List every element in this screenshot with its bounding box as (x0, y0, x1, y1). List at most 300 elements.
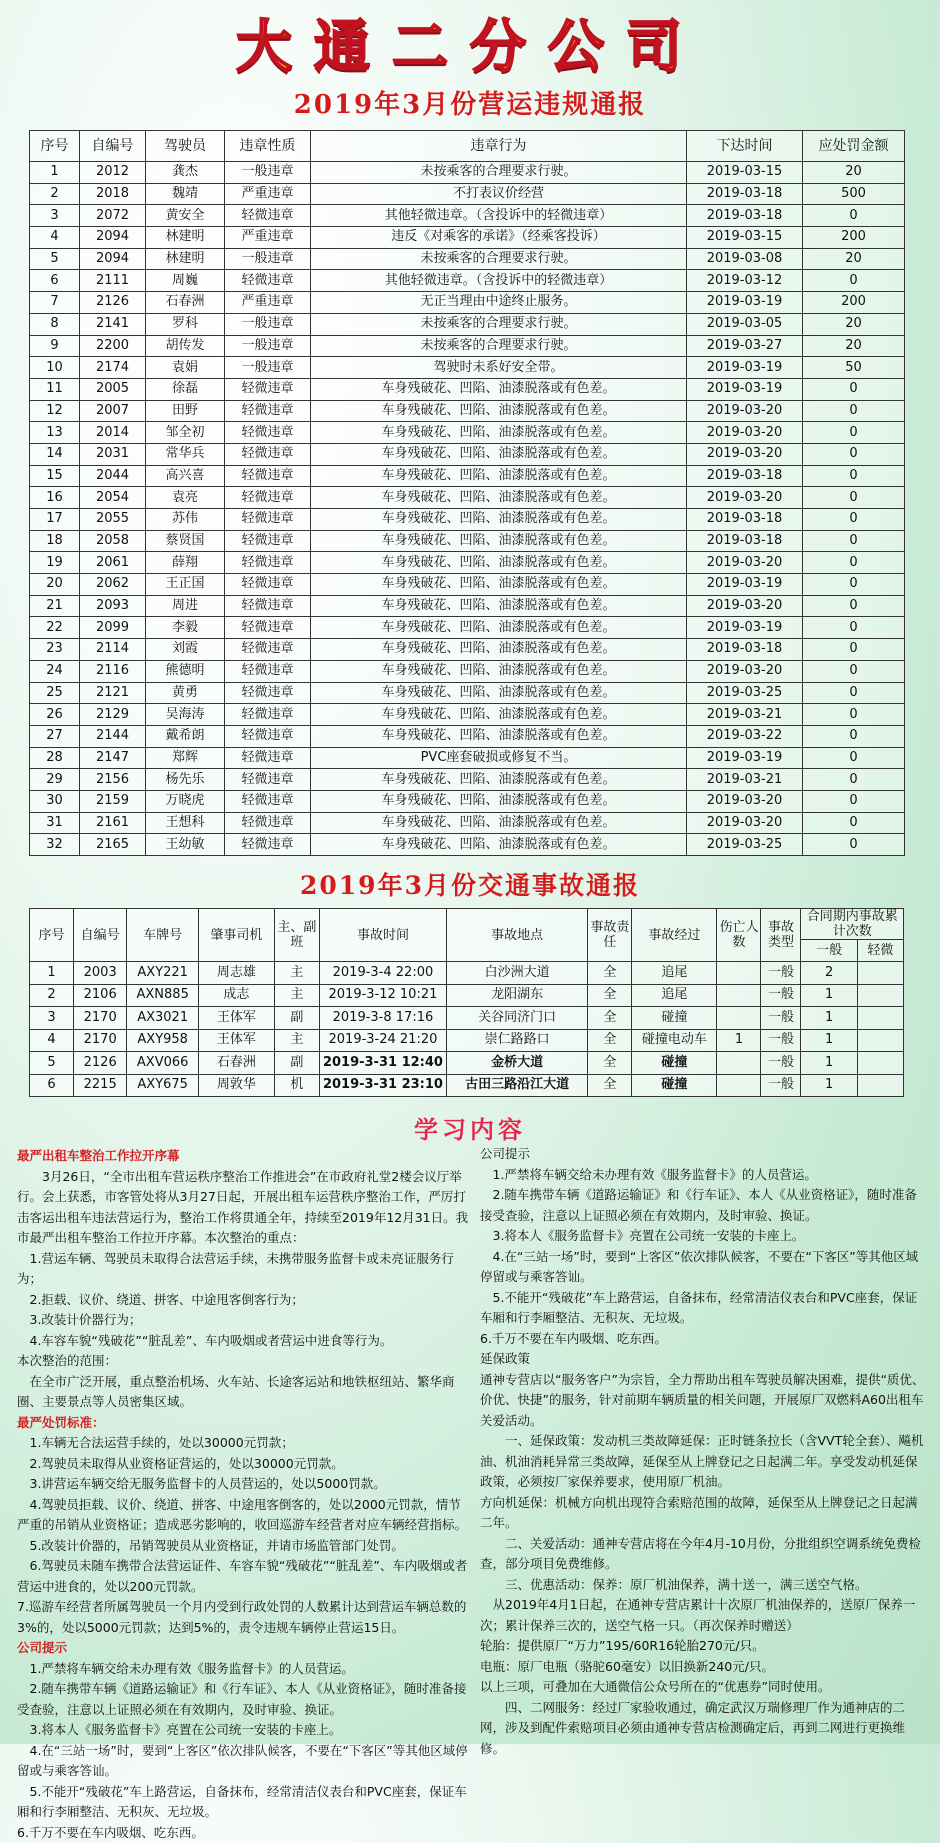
col-subheader: 一般 (801, 940, 857, 962)
table-cell: 林建明 (146, 248, 225, 270)
col-header: 肇事司机 (199, 909, 275, 962)
table-cell: 2062 (80, 574, 146, 596)
table-cell: 2200 (80, 335, 146, 357)
table-cell: 2019-03-20 (687, 552, 803, 574)
table-cell: 10 (30, 357, 80, 379)
table-cell: 全 (588, 1007, 632, 1030)
table-cell: 25 (30, 682, 80, 704)
table-cell: 熊德明 (146, 660, 225, 682)
table-cell: 邹全初 (146, 422, 225, 444)
table-cell: 未按乘客的合理要求行驶。 (311, 313, 687, 335)
table-cell: 2019-03-19 (687, 378, 803, 400)
col-header: 伤亡人数 (717, 909, 761, 962)
table-cell: 2019-3-8 17:16 (319, 1007, 446, 1030)
table-cell: 2019-03-08 (687, 248, 803, 270)
table-cell: 2019-03-15 (687, 227, 803, 249)
paragraph: 1.严禁将车辆交给未办理有效《服务监督卡》的人员营运。 (17, 1659, 469, 1680)
table-cell: 轻微违章 (225, 725, 311, 747)
table-cell: 车身残破花、凹陷、油漆脱落或有色差。 (311, 595, 687, 617)
table-cell: 3 (30, 1007, 74, 1030)
col-header: 主、副班 (274, 909, 319, 962)
table-cell: 主 (274, 962, 319, 985)
table-cell: 车身残破花、凹陷、油漆脱落或有色差。 (311, 530, 687, 552)
paragraph: 通神专营店以“服务客户”为宗旨，全力帮助出租车驾驶员解决困难，提供“质优、价优、快捷”的服务，针对前期车辆质量的相关问题，开展原厂双燃料A60出租车关爱活动。 (480, 1370, 926, 1432)
table-cell: 李毅 (146, 617, 225, 639)
table-cell: 车身残破花、凹陷、油漆脱落或有色差。 (311, 790, 687, 812)
table-cell: 2044 (80, 465, 146, 487)
table-cell: 魏靖 (146, 183, 225, 205)
table-cell: 崇仁路路口 (446, 1029, 587, 1052)
table-row (30, 465, 905, 487)
table-cell: 0 (803, 422, 905, 444)
table-cell: 2019-03-15 (687, 162, 803, 184)
table-cell: 碰撞 (632, 1074, 717, 1097)
table-cell: 石春洲 (199, 1052, 275, 1075)
table-cell: 严重违章 (225, 227, 311, 249)
table-row (30, 769, 905, 791)
table-cell: 2061 (80, 552, 146, 574)
table-row (30, 443, 905, 465)
table-cell: 追尾 (632, 984, 717, 1007)
table-cell: 1 (801, 984, 857, 1007)
table-cell: 轻微违章 (225, 574, 311, 596)
paragraph: 轮胎：提供原厂“万力”195/60R16轮胎270元/只。 (480, 1636, 926, 1657)
table-cell: 1 (30, 162, 80, 184)
table-cell: 0 (803, 487, 905, 509)
paragraph: 一、延保政策：发动机三类故障延保：正时链条拉长（含VVT轮全套）、飚机油、机油消耗异常三类故障，延保至从上牌登记之日起满二年。享受发动机延保政策，必须按厂家保养要求，使用原厂机油。 (480, 1431, 926, 1493)
table-cell: 其他轻微违章。（含投诉中的轻微违章） (311, 205, 687, 227)
col-header: 事故地点 (446, 909, 587, 962)
table-cell: 车身残破花、凹陷、油漆脱落或有色差。 (311, 812, 687, 834)
table-cell: 2129 (80, 704, 146, 726)
table-cell: 2019-03-20 (687, 812, 803, 834)
table-cell: 车身残破花、凹陷、油漆脱落或有色差。 (311, 682, 687, 704)
table-cell: 车身残破花、凹陷、油漆脱落或有色差。 (311, 487, 687, 509)
table-cell (857, 984, 903, 1007)
table-cell: 20 (803, 335, 905, 357)
table-cell: 一般违章 (225, 357, 311, 379)
col-header: 事故时间 (319, 909, 446, 962)
table-cell: 2161 (80, 812, 146, 834)
table-cell: 车身残破花、凹陷、油漆脱落或有色差。 (311, 725, 687, 747)
table-cell: 王体军 (199, 1029, 275, 1052)
table-cell: 4 (30, 227, 80, 249)
table-cell: 刘霞 (146, 639, 225, 661)
table-cell: 2 (801, 962, 857, 985)
paragraph: 1.营运车辆、驾驶员未取得合法营运手续，未携带服务监督卡或未亮证服务行为； (17, 1249, 469, 1290)
table-cell (717, 962, 761, 985)
table-cell: 2215 (74, 1074, 127, 1097)
table-cell: 车身残破花、凹陷、油漆脱落或有色差。 (311, 465, 687, 487)
table-cell: 轻微违章 (225, 812, 311, 834)
table-row (30, 487, 905, 509)
table-cell: 轻微违章 (225, 704, 311, 726)
table-cell: 碰撞 (632, 1007, 717, 1030)
table-cell: 20 (803, 248, 905, 270)
table-cell: 12 (30, 400, 80, 422)
table-cell: 20 (803, 313, 905, 335)
table-cell: 6 (30, 270, 80, 292)
paragraph: 3.改装计价器行为； (17, 1310, 469, 1331)
accident-report-title: 2019年3月份交通事故通报 (0, 866, 940, 902)
table-cell: 周敦华 (199, 1074, 275, 1097)
table-cell (857, 1052, 903, 1075)
paragraph: 5.改装计价器的，吊销驾驶员从业资格证，并请市场监管部门处罚。 (17, 1536, 469, 1557)
table-cell: 2019-03-19 (687, 617, 803, 639)
table-cell: 不打表议价经营 (311, 183, 687, 205)
table-row (30, 595, 905, 617)
table-cell: 2116 (80, 660, 146, 682)
table-cell: 王体军 (199, 1007, 275, 1030)
paragraph: 3.将本人《服务监督卡》亮置在公司统一安装的卡座上。 (17, 1720, 469, 1741)
table-cell: 2019-03-18 (687, 205, 803, 227)
table-cell: 徐磊 (146, 378, 225, 400)
table-cell: 0 (803, 747, 905, 769)
table-cell: 2031 (80, 443, 146, 465)
table-row (30, 292, 905, 314)
table-cell: 机 (274, 1074, 319, 1097)
table-cell: 车身残破花、凹陷、油漆脱落或有色差。 (311, 704, 687, 726)
table-cell: 2018 (80, 183, 146, 205)
table-cell: 吴海涛 (146, 704, 225, 726)
table-cell: 轻微违章 (225, 487, 311, 509)
table-cell: 0 (803, 378, 905, 400)
table-cell: 0 (803, 595, 905, 617)
table-cell: 轻微违章 (225, 769, 311, 791)
table-row (30, 357, 905, 379)
paragraph: 4.在“三站一场”时，要到“上客区”依次排队候客，不要在“下客区”等其他区域停留或与乘客答讪。 (480, 1247, 926, 1288)
table-cell: 200 (803, 292, 905, 314)
study-left-column (17, 1146, 469, 1843)
table-cell: 19 (30, 552, 80, 574)
table-cell: 8 (30, 313, 80, 335)
paragraph: 3.讲营运车辆交给无服务监督卡的人员营运的，处以5000罚款。 (17, 1474, 469, 1495)
table-cell: 2174 (80, 357, 146, 379)
col-header: 应处罚金额 (803, 131, 905, 162)
table-cell: 2019-03-21 (687, 769, 803, 791)
table-cell: 18 (30, 530, 80, 552)
col-header: 自编号 (80, 131, 146, 162)
table-cell: 2094 (80, 248, 146, 270)
table-cell: 14 (30, 443, 80, 465)
table-cell: 200 (803, 227, 905, 249)
table-cell: 轻微违章 (225, 639, 311, 661)
table-cell: 2019-03-18 (687, 183, 803, 205)
table-cell: 13 (30, 422, 80, 444)
paragraph: 2.随车携带车辆《道路运输证》和《行车证》、本人《从业资格证》，随时准备接受查验，注意以上证照必须在有效期内，及时审验、换证。 (17, 1679, 469, 1720)
table-cell: 30 (30, 790, 80, 812)
table-cell: 2147 (80, 747, 146, 769)
table-cell: 驾驶时未系好安全带。 (311, 357, 687, 379)
table-cell: 蔡贤国 (146, 530, 225, 552)
study-content-title: 学习内容 (0, 1110, 940, 1145)
table-cell: 周进 (146, 595, 225, 617)
col-header: 自编号 (74, 909, 127, 962)
table-cell: 1 (30, 962, 74, 985)
table-cell: 2019-03-20 (687, 595, 803, 617)
table-cell: 0 (803, 660, 905, 682)
table-cell: 2019-03-18 (687, 530, 803, 552)
table-cell: 金桥大道 (446, 1052, 587, 1075)
table-cell: 碰撞电动车 (632, 1029, 717, 1052)
table-cell: 王幼敏 (146, 834, 225, 856)
table-cell: 2019-03-19 (687, 357, 803, 379)
table-cell: AXY958 (127, 1029, 199, 1052)
table-cell: 万晓虎 (146, 790, 225, 812)
table-cell: 2019-3-12 10:21 (319, 984, 446, 1007)
table-cell (717, 1007, 761, 1030)
table-cell (717, 984, 761, 1007)
table-cell: 其他轻微违章。（含投诉中的轻微违章） (311, 270, 687, 292)
table-cell: 15 (30, 465, 80, 487)
col-header: 下达时间 (687, 131, 803, 162)
table-row (30, 183, 905, 205)
table-row (30, 335, 905, 357)
table-row (30, 704, 905, 726)
col-header: 违章行为 (311, 131, 687, 162)
table-cell: 11 (30, 378, 80, 400)
table-cell: 车身残破花、凹陷、油漆脱落或有色差。 (311, 617, 687, 639)
paragraph: 最严出租车整治工作拉开序幕 (17, 1146, 469, 1167)
table-cell: 轻微违章 (225, 509, 311, 531)
table-cell: 杨先乐 (146, 769, 225, 791)
table-cell: 2019-03-20 (687, 487, 803, 509)
table-cell (717, 1052, 761, 1075)
table-cell: 0 (803, 270, 905, 292)
table-cell: 薛翔 (146, 552, 225, 574)
table-cell: 2019-03-05 (687, 313, 803, 335)
table-cell: 2014 (80, 422, 146, 444)
paragraph: 2.驾驶员未取得从业资格证营运的，处以30000元罚款。 (17, 1454, 469, 1475)
table-cell: 2126 (80, 292, 146, 314)
paragraph: 4.车容车貌“残破花”“脏乱差”、车内吸烟或者营运中进食等行为。 (17, 1331, 469, 1352)
table-cell: 轻微违章 (225, 682, 311, 704)
table-cell: 古田三路沿江大道 (446, 1074, 587, 1097)
table-cell: 轻微违章 (225, 422, 311, 444)
table-cell: PVC座套破损或修复不当。 (311, 747, 687, 769)
table-cell: 23 (30, 639, 80, 661)
table-cell: 全 (588, 962, 632, 985)
table-cell: 全 (588, 1052, 632, 1075)
table-cell: 未按乘客的合理要求行驶。 (311, 162, 687, 184)
table-cell: 袁亮 (146, 487, 225, 509)
table-cell: 7 (30, 292, 80, 314)
paragraph: 5.不能开“残破花”车上路营运，自备抹布，经常清洁仪表台和PVC座套，保证车厢和行李厢整洁、无积灰、无垃圾。 (17, 1782, 469, 1823)
table-cell: 林建明 (146, 227, 225, 249)
table-cell: 2019-03-25 (687, 682, 803, 704)
table-row (30, 509, 905, 531)
table-cell: 0 (803, 617, 905, 639)
table-cell: 500 (803, 183, 905, 205)
table-cell: 车身残破花、凹陷、油漆脱落或有色差。 (311, 422, 687, 444)
table-cell: 全 (588, 1029, 632, 1052)
table-cell: 追尾 (632, 962, 717, 985)
table-cell: 车身残破花、凹陷、油漆脱落或有色差。 (311, 639, 687, 661)
paragraph: 本次整治的范围： (17, 1351, 469, 1372)
table-cell: 王正国 (146, 574, 225, 596)
table-cell: 2007 (80, 400, 146, 422)
table-cell: 一般违章 (225, 313, 311, 335)
table-cell: 龙阳湖东 (446, 984, 587, 1007)
paragraph: 延保政策 (480, 1349, 926, 1370)
table-cell: 2099 (80, 617, 146, 639)
table-cell: 一般违章 (225, 162, 311, 184)
table-cell: 车身残破花、凹陷、油漆脱落或有色差。 (311, 509, 687, 531)
paragraph: 3.将本人《服务监督卡》亮置在公司统一安装的卡座上。 (480, 1226, 926, 1247)
table-cell: 成志 (199, 984, 275, 1007)
table-cell: 常华兵 (146, 443, 225, 465)
table-cell: 石春洲 (146, 292, 225, 314)
table-cell: 轻微违章 (225, 747, 311, 769)
table-cell: 2019-03-19 (687, 747, 803, 769)
paragraph: 电瓶：原厂电瓶（骆驼60毫安）以旧换新240元/只。 (480, 1657, 926, 1678)
table-cell: AX3021 (127, 1007, 199, 1030)
paragraph: 2.随车携带车辆《道路运输证》和《行车证》、本人《从业资格证》，随时准备接受查验，注意以上证照必须在有效期内，及时审验、换证。 (480, 1185, 926, 1226)
paragraph: 6.千万不要在车内吸烟、吃东西。 (480, 1329, 926, 1350)
table-cell: 2019-03-20 (687, 422, 803, 444)
table-cell: 胡传发 (146, 335, 225, 357)
paragraph: 3月26日，“全市出租车营运秩序整治工作推进会”在市政府礼堂2楼会议厅举行。会上获悉，市客管处将从3月27日起，开展出租车运营秩序整治工作，严厉打击客运出租车违法营运行为，整治工作将贯通全年，持续至2019年12月31日。我市最严出租车整治工作拉开序幕。本次整治的重点： (17, 1167, 469, 1249)
col-header: 事故经过 (632, 909, 717, 962)
table-cell: 副 (274, 1052, 319, 1075)
table-cell: 轻微违章 (225, 790, 311, 812)
table-cell: 田野 (146, 400, 225, 422)
table-cell: 2019-03-19 (687, 292, 803, 314)
table-cell: 5 (30, 248, 80, 270)
table-cell: 2019-3-31 23:10 (319, 1074, 446, 1097)
paragraph: 从2019年4月1日起，在通神专营店累计十次原厂机油保养的，送原厂保养一次；累计保养三次的，送空气格一只。（再次保养时赠送） (480, 1595, 926, 1636)
table-cell: 2019-03-12 (687, 270, 803, 292)
col-header: 事故责任 (588, 909, 632, 962)
table-row (30, 270, 905, 292)
table-cell: 2019-03-20 (687, 660, 803, 682)
table-cell: 50 (803, 357, 905, 379)
table-cell: 2019-03-20 (687, 443, 803, 465)
col-header: 驾驶员 (146, 131, 225, 162)
table-row (30, 552, 905, 574)
company-title: 大通二分公司 (0, 14, 940, 80)
table-cell: 6 (30, 1074, 74, 1097)
paragraph: 5.不能开“残破花”车上路营运，自备抹布，经常清洁仪表台和PVC座套，保证车厢和行李厢整洁、无积灰、无垃圾。 (480, 1288, 926, 1329)
table-cell: 0 (803, 769, 905, 791)
table-cell: 2003 (74, 962, 127, 985)
table-cell: 0 (803, 530, 905, 552)
table-cell: 0 (803, 790, 905, 812)
table-cell: 一般违章 (225, 335, 311, 357)
study-right-column (480, 1144, 926, 1759)
paragraph: 四、二网服务：经过厂家验收通过，确定武汉万瑞修理厂作为通神店的二网，涉及到配件索赔项目必须由通神专营店检测确定后，再到二网进行更换维修。 (480, 1698, 926, 1760)
paragraph: 6.驾驶员未随车携带合法营运证件、车容车貌“残破花”“脏乱差”、车内吸烟或者营运中进食的，处以200元罚款。 (17, 1556, 469, 1597)
table-cell: 2156 (80, 769, 146, 791)
table-cell: 16 (30, 487, 80, 509)
table-cell: 3 (30, 205, 80, 227)
table-row (30, 1029, 904, 1052)
table-row (30, 162, 905, 184)
table-cell: 一般违章 (225, 248, 311, 270)
table-cell: 2019-3-31 12:40 (319, 1052, 446, 1075)
table-cell: 2019-03-18 (687, 509, 803, 531)
paragraph: 1.严禁将车辆交给未办理有效《服务监督卡》的人员营运。 (480, 1165, 926, 1186)
table-cell: 0 (803, 205, 905, 227)
paragraph: 以上三项，可叠加在大通微信公众号所在的“优惠券”同时使用。 (480, 1677, 926, 1698)
table-cell: 27 (30, 725, 80, 747)
table-cell: 0 (803, 465, 905, 487)
table-cell: 2144 (80, 725, 146, 747)
table-cell: 2019-03-25 (687, 834, 803, 856)
table-row (30, 790, 905, 812)
table-row (30, 1052, 904, 1075)
table-cell: 2019-03-22 (687, 725, 803, 747)
violation-report-title: 2019年3月份营运违规通报 (0, 84, 940, 121)
violation-header-row (30, 131, 905, 162)
table-cell: 20 (30, 574, 80, 596)
table-cell: 2093 (80, 595, 146, 617)
paragraph: 最严处罚标准： (17, 1413, 469, 1434)
table-cell: 2019-3-4 22:00 (319, 962, 446, 985)
paragraph: 在全市广泛开展，重点整治机场、火车站、长途客运站和地铁枢纽站、繁华商圈、主要景点等人员密集区域。 (17, 1372, 469, 1413)
table-cell: 26 (30, 704, 80, 726)
table-cell (857, 1029, 903, 1052)
table-cell: 2 (30, 183, 80, 205)
table-cell: 违反《对乘客的承诺》（经乘客投诉） (311, 227, 687, 249)
paragraph: 4.驾驶员拒载、议价、绕道、拼客、中途甩客倒客的，处以2000元罚款，情节严重的吊销从业资格证；造成恶劣影响的，收回巡游车经营者对应车辆经营指标。 (17, 1495, 469, 1536)
col-header: 序号 (30, 131, 80, 162)
table-cell: 主 (274, 1029, 319, 1052)
table-cell: 2054 (80, 487, 146, 509)
table-cell: 2005 (80, 378, 146, 400)
table-cell: 0 (803, 552, 905, 574)
paragraph: 2.拒载、议价、绕道、拼客、中途甩客倒客行为； (17, 1290, 469, 1311)
table-cell: 17 (30, 509, 80, 531)
paragraph: 公司提示 (17, 1638, 469, 1659)
table-cell: 车身残破花、凹陷、油漆脱落或有色差。 (311, 769, 687, 791)
table-cell: 2055 (80, 509, 146, 531)
paragraph: 7.巡游车经营者所属驾驶员一个月内受到行政处罚的人数累计达到营运车辆总数的3%的，处以5000元罚款；达到5%的，责令违规车辆停止营运15日。 (17, 1597, 469, 1638)
paragraph: 方向机延保：机械方向机出现符合索赔范围的故障，延保至从上牌登记之日起满二年。 (480, 1493, 926, 1534)
table-cell: 1 (801, 1007, 857, 1030)
table-cell: 罗科 (146, 313, 225, 335)
table-cell: 轻微违章 (225, 400, 311, 422)
table-cell: 0 (803, 574, 905, 596)
accident-table (29, 908, 904, 1097)
table-cell: 0 (803, 704, 905, 726)
table-cell (857, 1074, 903, 1097)
table-cell: AXY221 (127, 962, 199, 985)
table-cell: 0 (803, 509, 905, 531)
table-cell (857, 1007, 903, 1030)
table-cell: 9 (30, 335, 80, 357)
table-cell: AXY675 (127, 1074, 199, 1097)
table-cell: 2114 (80, 639, 146, 661)
table-cell: 2072 (80, 205, 146, 227)
col-header: 违章性质 (225, 131, 311, 162)
table-cell: 22 (30, 617, 80, 639)
table-cell: 黄安全 (146, 205, 225, 227)
table-cell: 轻微违章 (225, 530, 311, 552)
table-cell: 轻微违章 (225, 660, 311, 682)
table-cell: 车身残破花、凹陷、油漆脱落或有色差。 (311, 834, 687, 856)
table-cell: 轻微违章 (225, 552, 311, 574)
table-cell: 一般 (761, 962, 801, 985)
table-row (30, 660, 905, 682)
table-cell: 无正当理由中途终止服务。 (311, 292, 687, 314)
table-cell: 20 (803, 162, 905, 184)
table-cell: 2141 (80, 313, 146, 335)
table-cell: 一般 (761, 1052, 801, 1075)
table-cell: 周志雄 (199, 962, 275, 985)
table-cell: 白沙洲大道 (446, 962, 587, 985)
paragraph: 1.车辆无合法运营手续的，处以30000元罚款； (17, 1433, 469, 1454)
